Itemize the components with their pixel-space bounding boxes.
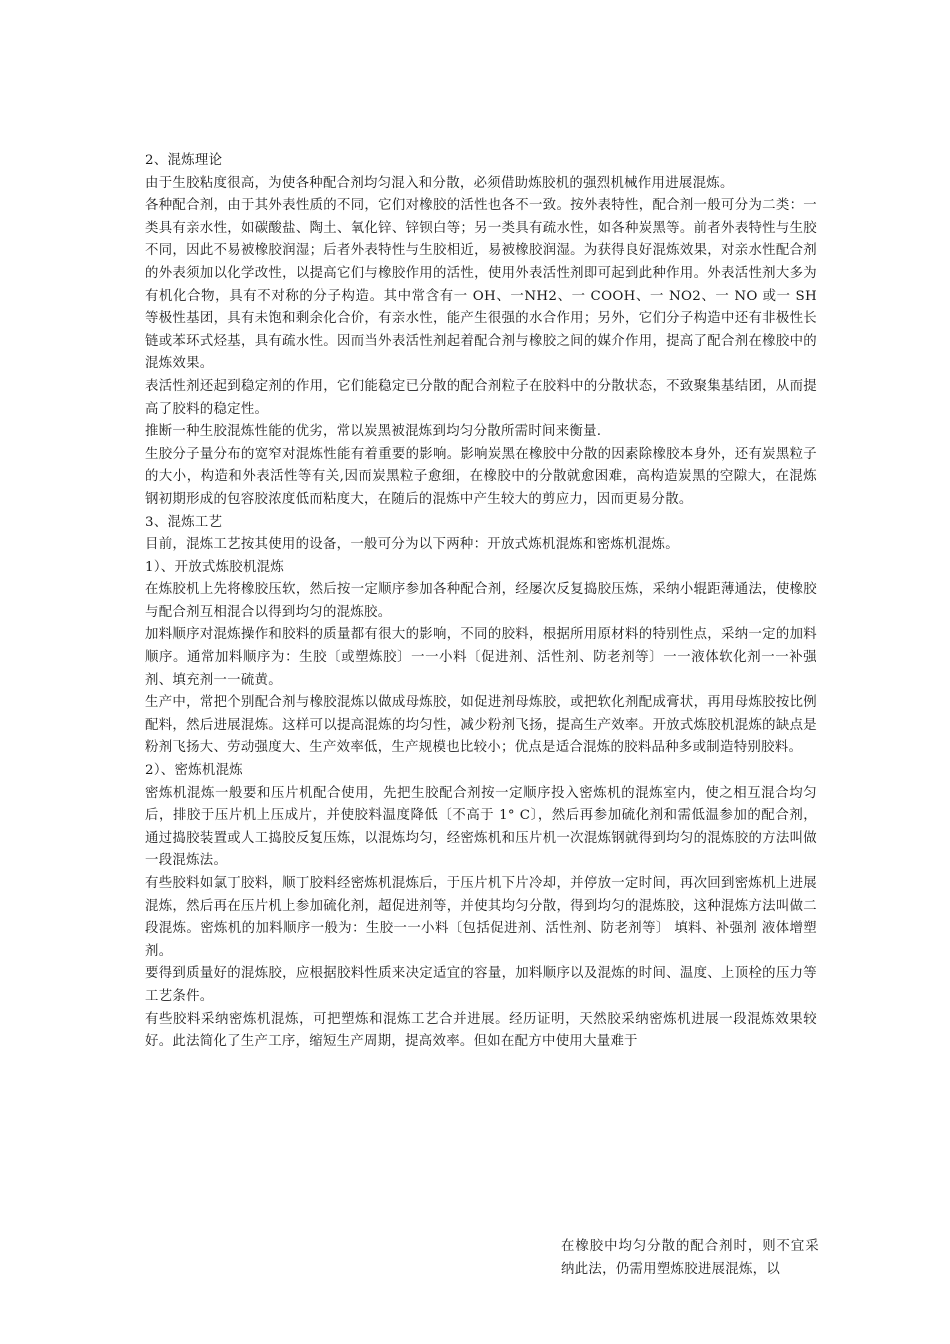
paragraph: 有些胶料如氯丁胶料，顺丁胶料经密炼机混炼后，于压片机下片冷却，并停放一定时间，再次回到密炼机上进展混炼，然后再在压片机上参加硫化剂，超促进剂等，并使其均匀分散，得到均匀的混炼胶，这种混炼方法叫做二段混炼。密炼机的加料顺序一般为：生胶一一小料〔包括促进剂、活性剂、防老剂等〕 填料、补强剂 液体增塑剂。 [145,876,817,959]
continuation-paragraph: 在橡胶中均匀分散的配合剂时，则不宜采纳此法，仍需用塑炼胶进展混炼，以 [561,1239,819,1277]
subsection-heading-internal-mixer: 2）、密炼机混炼 [145,763,243,779]
paragraph: 有些胶料采纳密炼机混炼，可把塑炼和混炼工艺合并进展。经历证明，天然胶采纳密炼机进展一段混炼效果较好。此法简化了生产工序，缩短生产周期，提高效率。但如在配方中使用大量难于 [145,1011,817,1050]
section-heading-mixing-process: 3、混炼工艺 [145,514,223,530]
subsection-heading-open-mill: 1）、开放式炼胶机混炼 [145,559,285,575]
continuation-text-block [561,1236,819,1281]
paragraph: 各种配合剂，由于其外表性质的不同，它们对橡胶的活性也各不一致。按外表特性，配合剂一般可分为二类：一类具有亲水性，如碳酸盐、陶土、氧化锌、锌钡白等；另一类具有疏水性，如各种炭黑等。前者外表特性与生胶不同，因此不易被橡胶润湿；后者外表特性与生胶相近，易被橡胶润湿。为获得良好混炼效果，对亲水性配合剂的外表须加以化学改性，以提高它们与橡胶作用的活性，使用外表活性剂即可起到此种作用。外表活性剂大多为有机化合物，具有不对称的分子构造。其中常含有一 OH、一NH2、一 COOH、一 NO2、一 NO 或一 SH 等极性基团，具有未饱和剩余化合价，有亲水性，能产生很强的水合作用；另外，它们分子构造中还有非极性长链或苯环式烃基，具有疏水性。因而当外表活性剂起着配合剂与橡胶之间的媒介作用，提高了配合剂在橡胶中的混炼效果。 [145,198,817,372]
paragraph: 生产中，常把个别配合剂与橡胶混炼以做成母炼胶，如促进剂母炼胶，或把软化剂配成膏状，再用母炼胶按比例配料，然后进展混炼。这样可以提高混炼的均匀性，减少粉剂飞扬，提高生产效率。开放式炼胶机混炼的缺点是粉剂飞扬大、劳动强度大、生产效率低，生产规模也比较小；优点是适合混炼的胶料品种多或制造特别胶料。 [145,695,817,756]
paragraph: 密炼机混炼一般要和压片机配合使用，先把生胶配合剂按一定顺序投入密炼机的混炼室内，使之相互混合均匀后，排胶于压片机上压成片，并使胶料温度降低〔不高于 1° C〕，然后再参加硫化剂和需低温参加的配合剂，通过捣胶装置或人工捣胶反复压炼，以混炼均匀，经密炼机和压片机一次混炼钢就得到均匀的混炼胶的方法叫做一段混炼法。 [145,785,817,869]
paragraph: 在炼胶机上先将橡胶压软，然后按一定顺序参加各种配合剂，经屡次反复捣胶压炼，采纳小辊距薄通法，使橡胶与配合剂互相混合以得到均匀的混炼胶。 [145,582,817,620]
section-heading-mixing-theory: 2、混炼理论 [145,153,223,168]
paragraph: 加料顺序对混炼操作和胶料的质量都有很大的影响，不同的胶料，根据所用原材料的特别性点，采纳一定的加料顺序。通常加料顺序为：生胶〔或塑炼胶〕一一小料〔促进剂、活性剂、防老剂等〕一一液体软化剂一一补强剂、填充剂一一硫黄。 [145,627,817,688]
document-body [145,150,817,1054]
paragraph: 由于生胶粘度很高，为使各种配合剂均匀混入和分散，必须借助炼胶机的强烈机械作用进展混炼。 [145,175,734,191]
paragraph: 表活性剂还起到稳定剂的作用，它们能稳定已分散的配合剂粒子在胶料中的分散状态，不致聚集基结团，从而提高了胶料的稳定性。 [145,378,817,417]
paragraph: 目前，混炼工艺按其使用的设备，一般可分为以下两种：开放式炼机混炼和密炼机混炼。 [145,537,679,553]
paragraph: 生胶分子量分布的宽窄对混炼性能有着重要的影响。影响炭黑在橡胶中分散的因素除橡胶本身外，还有炭黑粒子的大小，构造和外表活性等有关,因而炭黑粒子愈细，在橡胶中的分散就愈困难，高构造炭黑的空隙大，在混炼钢初期形成的包容胶浓度低而粘度大，在随后的混炼中产生较大的剪应力，因而更易分散。 [145,446,817,507]
paragraph: 推断一种生胶混炼性能的优劣，常以炭黑被混炼到均匀分散所需时间来衡量. [145,424,602,440]
paragraph: 要得到质量好的混炼胶，应根据胶料性质来决定适宜的容量，加料顺序以及混炼的时间、温度、上顶栓的压力等工艺条件。 [145,966,817,1004]
